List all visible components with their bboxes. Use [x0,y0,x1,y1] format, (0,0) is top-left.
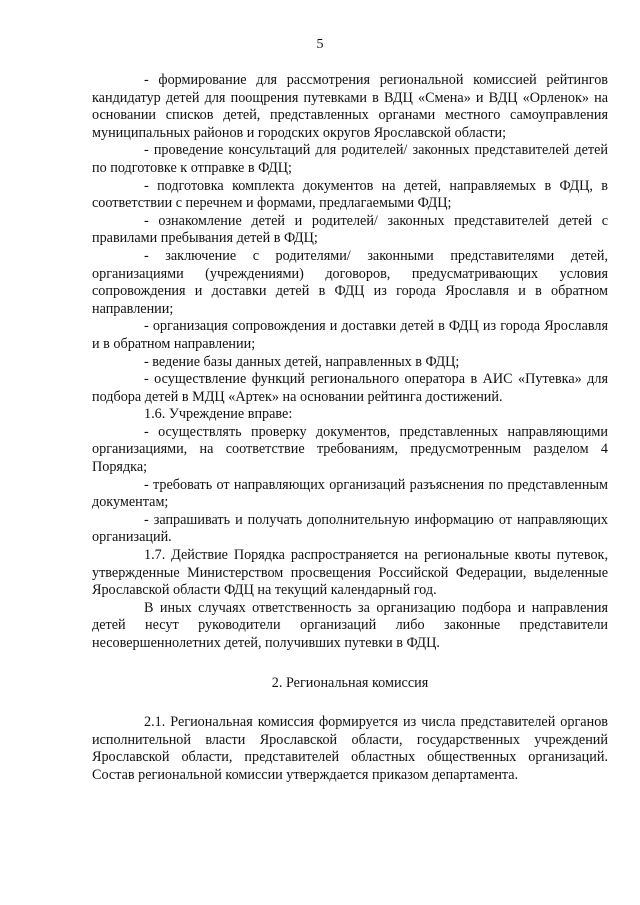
paragraph: - ведение базы данных детей, направленных в ФДЦ; [144,353,460,370]
section-title: 2. Региональная комиссия [271,674,429,691]
page-number: 5 [316,37,324,52]
paragraph: - формирование для рассмотрения региональной комиссией рейтингов кандидатур детей для поощрения путевками в ВДЦ «Смена» и ВДЦ «Орленок» на основании списков детей, представленных органами местного самоуправления муниципальных районов и городских округов Ярославской области; [92,72,608,141]
paragraph: - ознакомление детей и родителей/ законных представителей детей с правилами пребывания детей в ФДЦ; [92,212,608,247]
paragraph: В иных случаях ответственность за организацию подбора и направления детей несут руководители организаций либо законные представители несовершеннолетних детей, получивших путевки в ФДЦ. [92,599,608,651]
paragraph: 2.1. Региональная комиссия формируется из числа представителей органов исполнительной власти Ярославской области, государственных учреждений Ярославской области, представителей областных общественных организаций. Состав региональной комиссии утверждается приказом департамента. [92,714,608,783]
paragraph: 1.7. Действие Порядка распространяется на региональные квоты путевок, утвержденные Министерством просвещения Российской Федерации, выделенные Ярославской области ФДЦ на текущий календарный год. [92,547,608,599]
paragraph: - запрашивать и получать дополнительную информацию от направляющих организаций. [92,511,608,546]
paragraph: - организация сопровождения и доставки детей в ФДЦ из города Ярославля и в обратном направлении; [92,318,608,352]
paragraph: - требовать от направляющих организаций разъяснения по представленным документам; [92,476,608,511]
paragraph: - проведение консультаций для родителей/ законных представителей детей по подготовке к отправке в ФДЦ; [92,142,608,176]
paragraph: - осуществлять проверку документов, представленных направляющими организациями, на соответствие требованиям, предусмотренным разделом 4 Порядка; [92,423,608,476]
paragraph: - заключение с родителями/ законными представителями детей, организациями (учреждениями) договоров, предусматривающих условия сопровождения и доставки детей в ФДЦ из города Ярославля и в обратном направлении; [92,247,608,317]
paragraph: - подготовка комплекта документов на детей, направляемых в ФДЦ, в соответствии с перечнем и формами, предлагаемыми ФДЦ; [92,177,608,212]
paragraph: 1.6. Учреждение вправе: [144,406,293,423]
document-body [92,72,608,785]
paragraph: - осуществление функций регионального оператора в АИС «Путевка» для подбора детей в МДЦ «Артек» на основании рейтинга достижений. [92,371,608,405]
